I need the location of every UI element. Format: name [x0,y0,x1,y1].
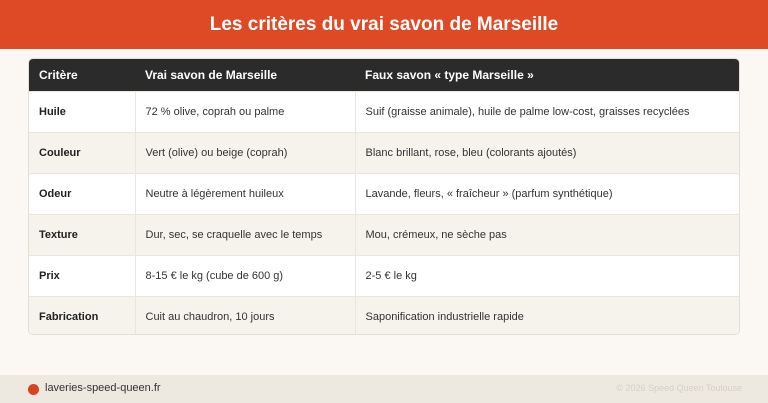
footer-site-link[interactable]: laveries-speed-queen.fr [45,382,161,394]
row-faux-value: Mou, crémeux, ne sèche pas [355,214,739,255]
row-vrai-value: Dur, sec, se craquelle avec le temps [135,214,355,255]
row-criterion: Couleur [29,132,135,173]
header-faux-savon: Faux savon « type Marseille » [365,67,534,82]
row-criterion: Fabrication [29,296,135,335]
table-header-row [29,59,739,91]
row-criterion: Huile [29,91,135,132]
row-faux-value: 2-5 € le kg [355,255,739,296]
table-row [29,296,739,335]
row-faux-value: Saponification industrielle rapide [355,296,739,335]
table-row [29,214,739,255]
row-vrai-value: 72 % olive, coprah ou palme [135,91,355,132]
row-vrai-value: 8-15 € le kg (cube de 600 g) [135,255,355,296]
row-faux-value: Suif (graisse animale), huile de palme low-cost, graisses recyclées [355,91,739,132]
brand-dot-icon [28,384,39,395]
footer-bar [0,375,768,403]
row-criterion: Odeur [29,173,135,214]
header-critere: Critère [39,67,78,82]
comparison-table [28,58,740,335]
row-criterion: Prix [29,255,135,296]
table-row [29,132,739,173]
header-vrai-savon: Vrai savon de Marseille [145,67,278,82]
row-criterion: Texture [29,214,135,255]
footer-copyright: © 2026 Speed Queen Toulouse [616,383,742,393]
row-vrai-value: Vert (olive) ou beige (coprah) [135,132,355,173]
table-row [29,173,739,214]
row-vrai-value: Cuit au chaudron, 10 jours [135,296,355,335]
row-faux-value: Blanc brillant, rose, bleu (colorants ajoutés) [355,132,739,173]
table-row [29,255,739,296]
title-banner [0,0,768,49]
row-faux-value: Lavande, fleurs, « fraîcheur » (parfum synthétique) [355,173,739,214]
table-row [29,91,739,132]
page-title: Les critères du vrai savon de Marseille [209,13,559,35]
row-vrai-value: Neutre à légèrement huileux [135,173,355,214]
